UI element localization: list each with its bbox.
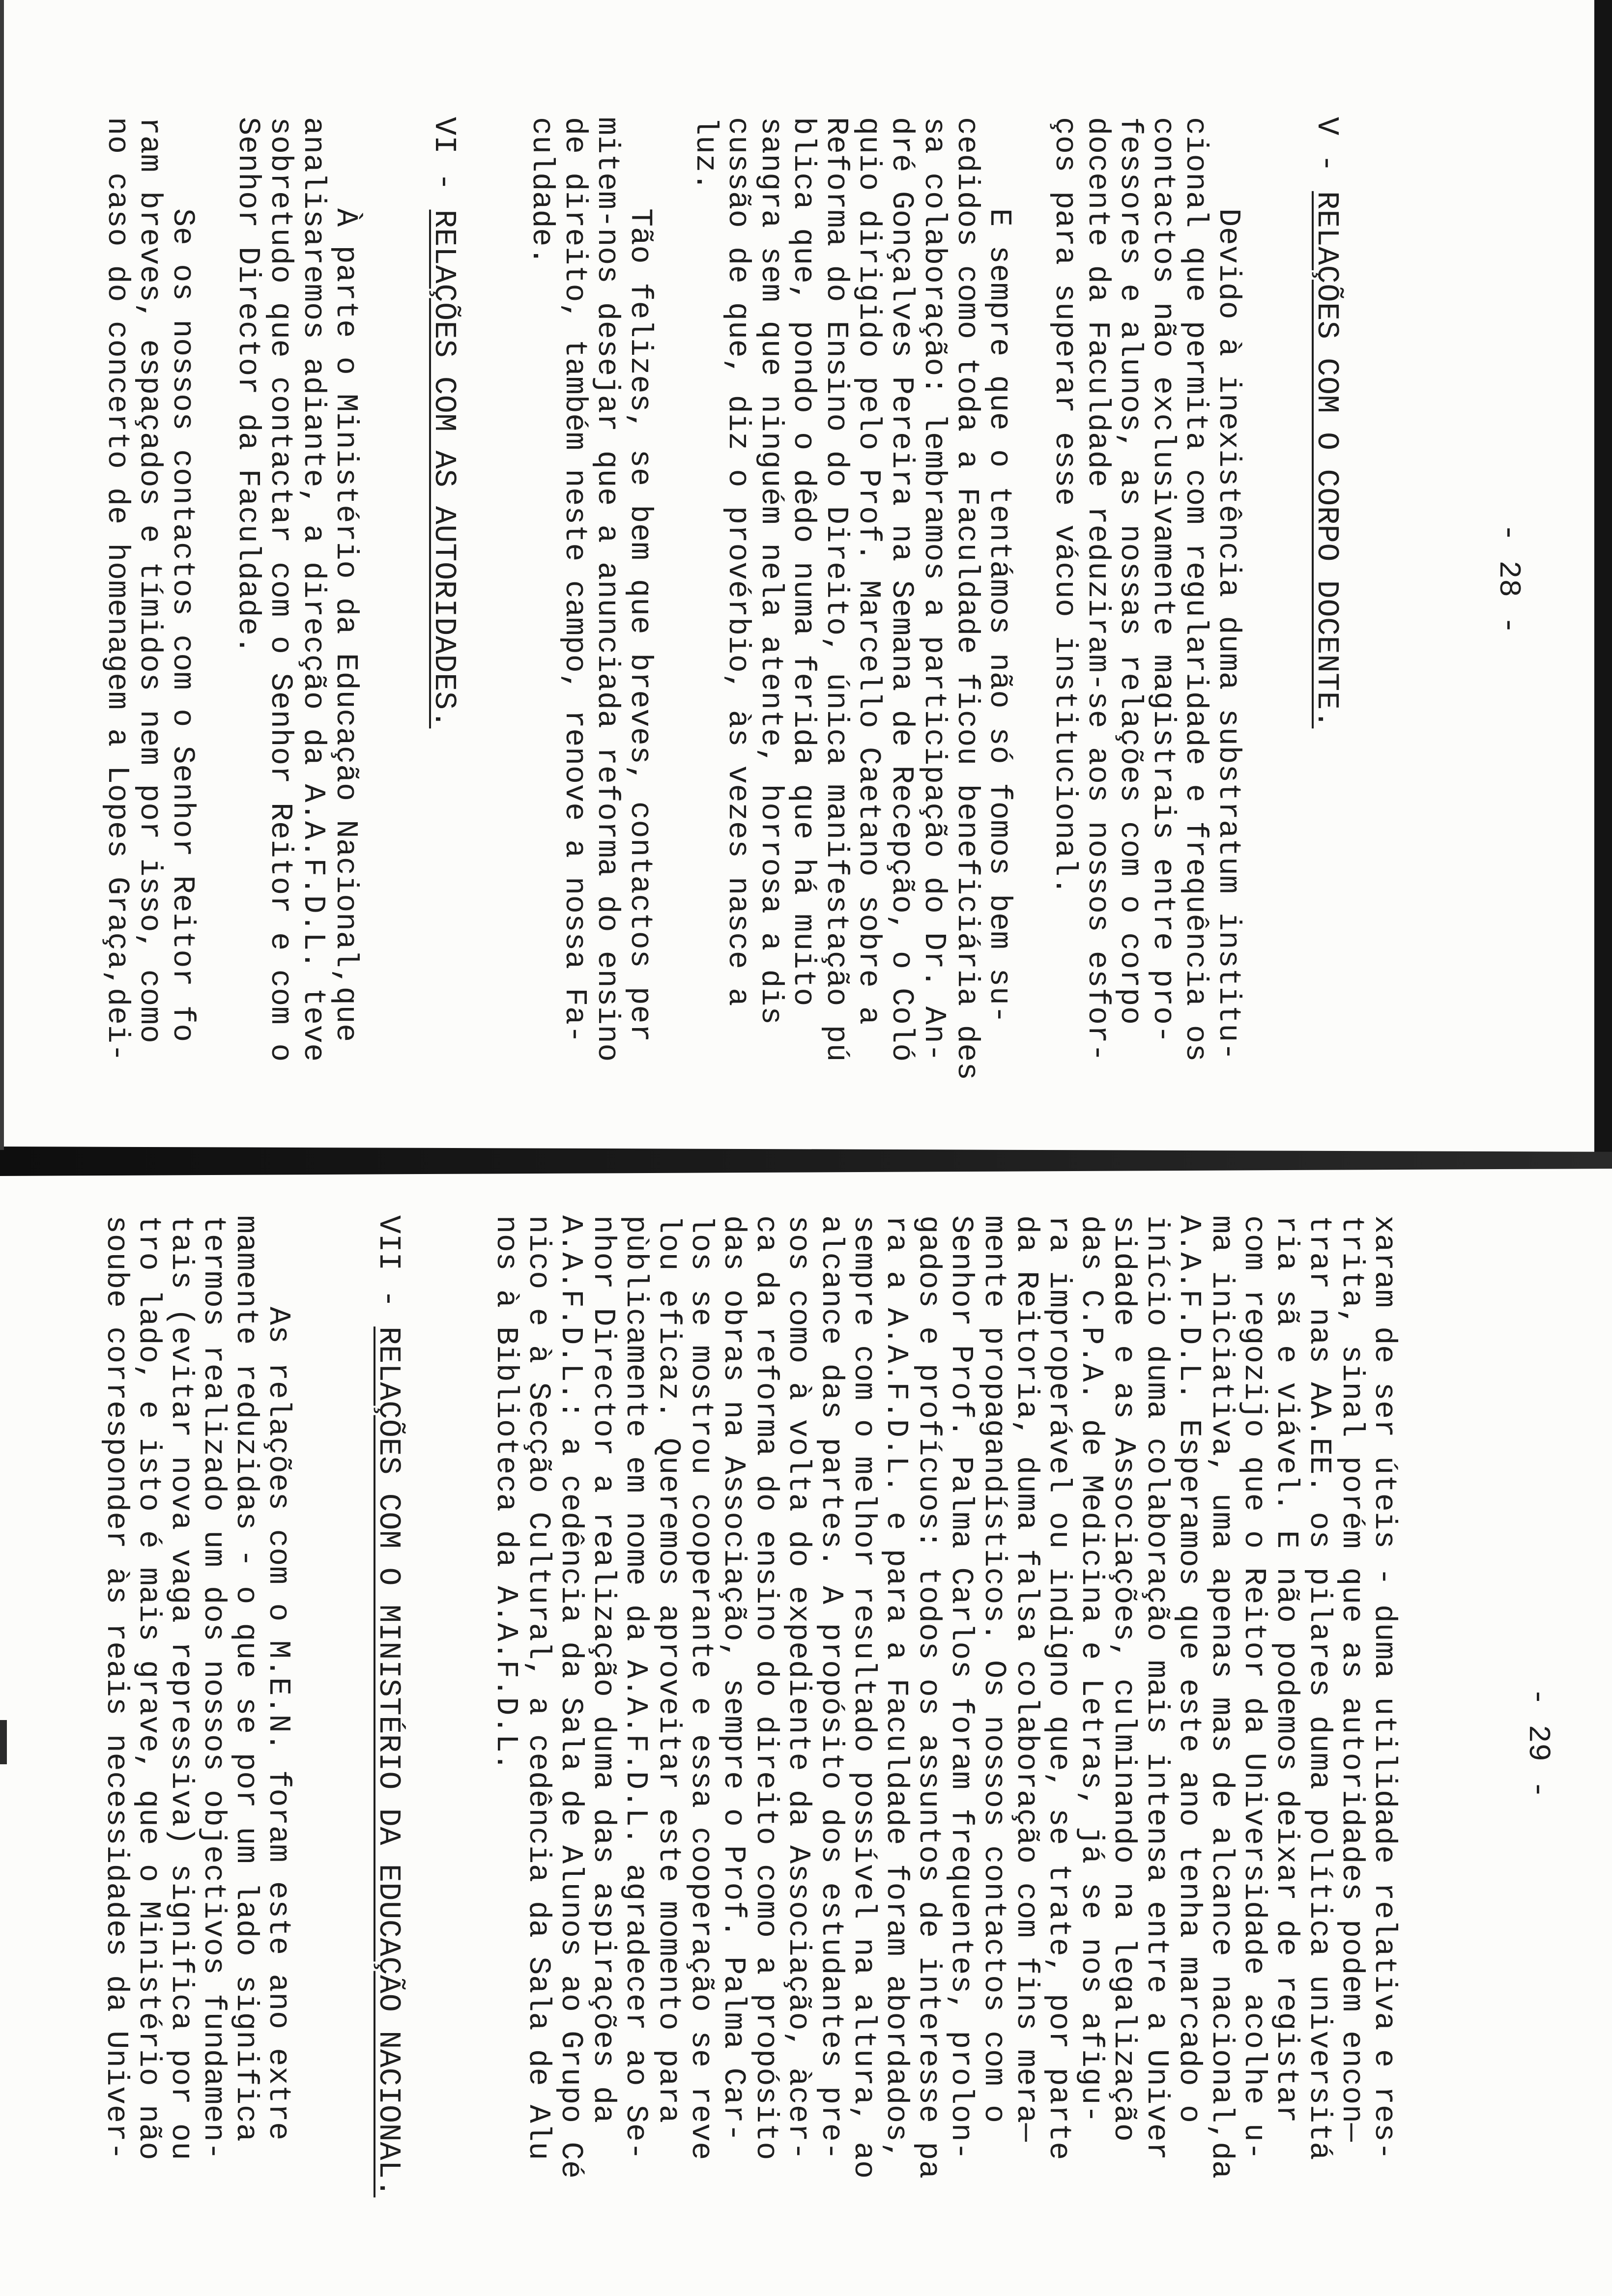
text-line: Reforma do Ensino do Direito, única manifestação pú bbox=[819, 117, 854, 1062]
text-line: Senhor Director da Faculdade. bbox=[230, 117, 265, 655]
text-line: tro lado, e isto é mais grave, que o Ministério não bbox=[131, 1215, 166, 2161]
text-line: ca da reforma do ensino do direito como a propósito bbox=[748, 1215, 783, 2161]
text-line: no caso do concerto de homenagem a Lopes Graça,dei- bbox=[100, 117, 135, 1062]
text-line: cional que permita com regularidade e frequência os bbox=[1178, 117, 1213, 1062]
text-line: À parte o Ministério da Educação Nacional,que bbox=[328, 208, 363, 1042]
text-line: das C.P.A. de Medicina e Letras, já se nos afigu- bbox=[1074, 1215, 1109, 2124]
text-line: blica que, pondo o dêdo numa ferida que há muito bbox=[786, 117, 821, 1006]
text-line: sangra sem que ninguém nela atente, horrosa a dis bbox=[753, 117, 788, 1025]
section-heading-v bbox=[1310, 117, 1343, 728]
text-line: nos à Biblioteca da A.A.F.D.L. bbox=[489, 1215, 523, 1772]
text-line: analisaremos adiante, a direcção da A.A.F.D.L. teve bbox=[296, 117, 331, 1062]
text-line: das obras na Associação, sempre o Prof. Palma Car- bbox=[716, 1215, 751, 2142]
text-line: contactos não exclusivamente magistrais entre pro- bbox=[1146, 117, 1180, 1044]
text-line: de direito, também neste campo, renove a nossa Fa- bbox=[557, 117, 592, 1044]
text-line: fessores e alunos, as nossas relações com o corpo bbox=[1113, 117, 1148, 1025]
text-line: início duma colaboração mais intensa entre a Univer bbox=[1139, 1215, 1174, 2161]
text-line: Se os nossos contactos com o Senhor Reitor fo bbox=[165, 208, 200, 1042]
text-line: culdade. bbox=[524, 117, 559, 265]
section-heading-vi bbox=[428, 117, 460, 728]
text-line: quio dirigido pelo Prof. Marcello Caetano sobre a bbox=[851, 117, 886, 1025]
text-line: sobretudo que contactar com o Senhor Reitor e com o bbox=[263, 117, 298, 1062]
scan-edge-mark bbox=[0, 1720, 7, 1764]
text-line: da Reitoria, duma falsa colaboração com fins mera— bbox=[1009, 1215, 1044, 2142]
page-number: - 29 - bbox=[1521, 1688, 1555, 1799]
scan-edge-line bbox=[0, 0, 4, 1150]
text-line: ria sã e viável. E não podemos deixar de registar bbox=[1269, 1215, 1304, 2124]
section-title: RELAÇÕES COM AS AUTORIDADES. bbox=[427, 209, 461, 729]
section-number: VI - bbox=[427, 117, 461, 210]
section-number: VII - bbox=[371, 1215, 406, 1327]
text-line: tais (evitar nova vaga repressiva) significa por ou bbox=[164, 1215, 199, 2161]
page-29 bbox=[0, 1145, 1602, 2296]
text-line: docente da Faculdade reduziram-se aos nossos esfor- bbox=[1080, 117, 1115, 1062]
text-line: nhor Director a realização duma das aspirações da bbox=[586, 1215, 621, 2124]
text-line: xaram de ser úteis - duma utilidade relativa e res- bbox=[1367, 1215, 1402, 2161]
page-28 bbox=[0, 0, 1602, 1145]
text-line: Senhor Prof. Palma Carlos foram frequentes, prolon- bbox=[944, 1215, 979, 2161]
text-line: sos como à volta do expediente da Associação, àcer- bbox=[781, 1215, 816, 2161]
scan-edge-shadow bbox=[1594, 0, 1612, 1155]
text-line: mitem-nos desejar que a anunciada reforma do ensino bbox=[590, 117, 625, 1062]
text-line: trar nas AA.EE. os pilares duma política universitá bbox=[1302, 1215, 1337, 2161]
text-line: Devido à inexistência duma substratum institu- bbox=[1211, 208, 1246, 1061]
text-line: mamente reduzidas - o que se por um lado significa bbox=[229, 1215, 263, 2142]
text-line: los se mostrou cooperante e essa cooperação se reve bbox=[684, 1215, 719, 2161]
section-number: V - bbox=[1309, 117, 1344, 191]
text-line: Tão felizes, se bem que breves, contactos per bbox=[623, 208, 658, 1042]
text-line: alcance das partes. A propósito dos estudantes pre- bbox=[814, 1215, 849, 2161]
text-line: gados e profícuos: todos os assuntos de interesse pa bbox=[911, 1215, 946, 2179]
text-line: trita, sinal porém que as autoridades podem encon— bbox=[1334, 1215, 1369, 2142]
text-line: lou eficaz. Queremos aproveitar este momento para bbox=[651, 1215, 686, 2124]
text-line: termos realizado um dos nossos objectivos fundamen- bbox=[196, 1215, 231, 2161]
text-line: ços para superar esse vácuo institucional. bbox=[1047, 117, 1082, 895]
text-line: A.A.F.D.L. Esperamos que este ano tenha marcado o bbox=[1172, 1215, 1207, 2124]
text-line: mente propagandísticos. Os nossos contactos com o bbox=[977, 1215, 1011, 2124]
text-line: nico e à Secção Cultural, a cedência da Sala de Alu bbox=[521, 1215, 556, 2161]
text-line: ra a A.A.F.D.L. e para a Faculdade foram abordados, bbox=[879, 1215, 914, 2161]
section-title: RELAÇÕES COM O CORPO DOCENTE. bbox=[1309, 191, 1344, 729]
text-line: soube corresponder às reais necessidades da Univer- bbox=[99, 1215, 134, 2161]
text-line: ra improperável ou indigno que, se trate, por parte bbox=[1041, 1215, 1076, 2161]
text-line: sempre com o melhor resultado possível na altura, ao bbox=[846, 1215, 881, 2179]
text-line: ram breves, espaçados e tímidos nem por isso, como bbox=[132, 117, 167, 1044]
section-title: RELAÇÕES COM O MINISTÉRIO DA EDUCAÇÃO NACIONAL. bbox=[371, 1326, 406, 2198]
text-line: E sempre que o tentámos não só fomos bem su- bbox=[982, 208, 1017, 1024]
text-line: As relações com o M.E.N. foram este ano extre bbox=[261, 1307, 296, 2141]
page-number: - 28 - bbox=[1491, 523, 1526, 635]
text-line: luz. bbox=[688, 117, 723, 191]
text-line: cedidos como toda a Faculdade ficou beneficiária des bbox=[950, 117, 984, 1081]
text-line: ma iniciativa, uma apenas mas de alcance nacional,da bbox=[1204, 1215, 1239, 2179]
text-line: com regozijo que o Reitor da Universidade acolhe u- bbox=[1237, 1215, 1271, 2161]
text-line: sa colaboração: lembramos a participação do Dr. An- bbox=[917, 117, 951, 1062]
text-line: A.A.F.D.L.: a cedência da Sala de Alunos ao Grupo Cé bbox=[553, 1215, 588, 2179]
text-line: cussão de que, diz o provérbio, às vezes nasce a bbox=[720, 117, 755, 1006]
section-heading-vii bbox=[372, 1215, 404, 2197]
text-line: dré Gonçalves Pereira na Semana de Recepção, o Coló bbox=[884, 117, 919, 1062]
text-line: sidade e as Associações, culminando na legalização bbox=[1106, 1215, 1141, 2142]
text-line: pùblicamente em nome da A.A.F.D.L. agradecer ao Se- bbox=[618, 1215, 653, 2161]
